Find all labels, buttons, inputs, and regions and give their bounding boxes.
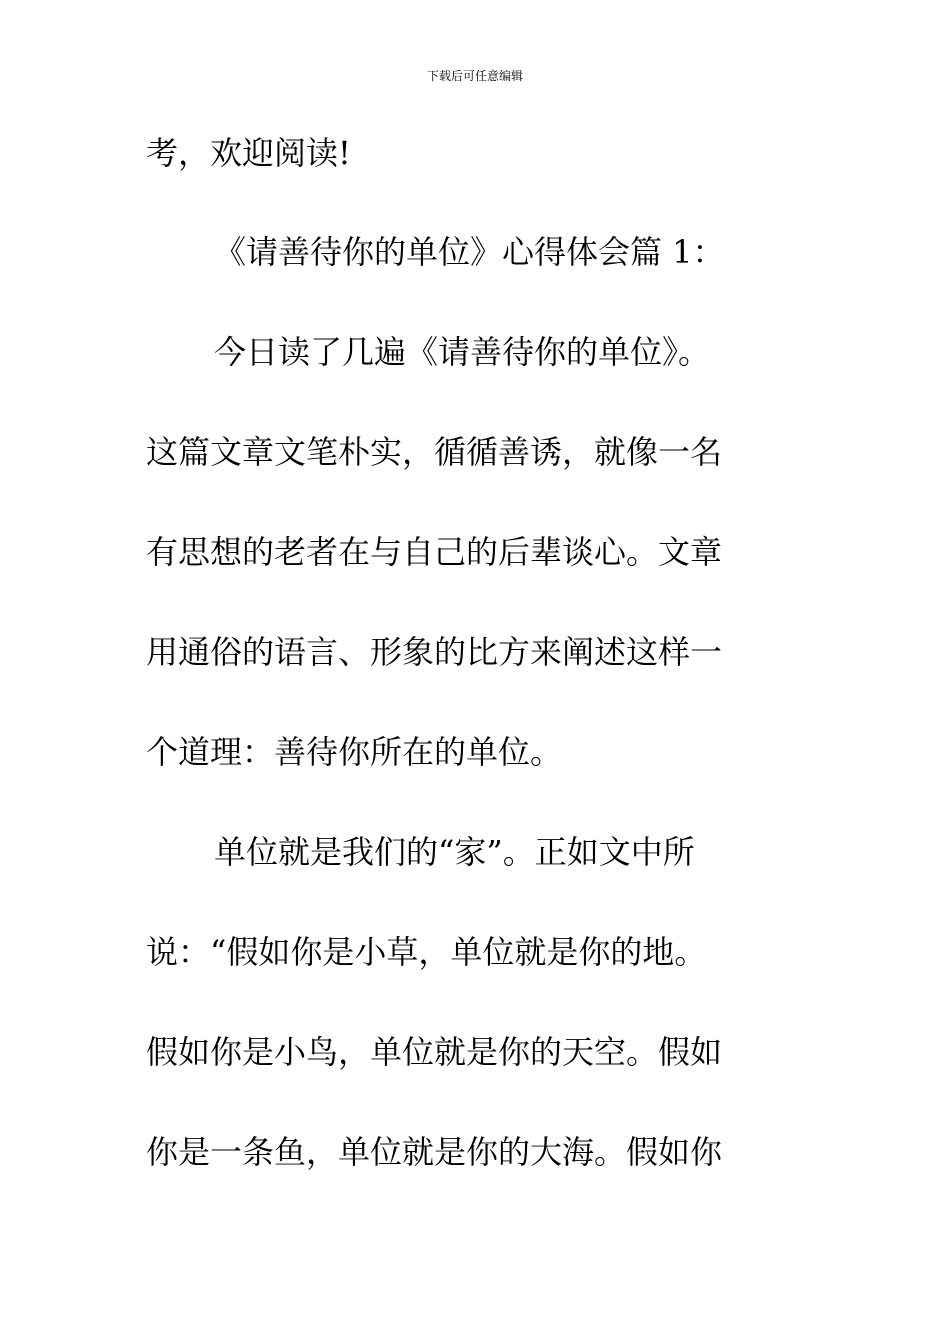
paragraph-1-line-5: 个道理：善待你所在的单位。 bbox=[146, 733, 563, 771]
paragraph-1-line-1: 今日读了几遍《请善待你的单位》。 bbox=[214, 333, 711, 371]
paragraph-2-line-4: 你是一条鱼，单位就是你的大海。假如你 bbox=[146, 1133, 723, 1171]
text-line-1: 考，欢迎阅读! bbox=[146, 134, 351, 172]
paragraph-1-line-3: 有思想的老者在与自己的后辈谈心。文章 bbox=[146, 533, 723, 571]
paragraph-1-line-2: 这篇文章文笔朴实，循循善诱，就像一名 bbox=[146, 433, 723, 471]
section-heading: 《请善待你的单位》心得体会篇 1： bbox=[214, 233, 725, 271]
paragraph-1-line-4: 用通俗的语言、形象的比方来阐述这样一 bbox=[146, 633, 723, 671]
paragraph-2-line-2: 说：“假如你是小草，单位就是你的地。 bbox=[146, 933, 707, 971]
paragraph-2-line-1: 单位就是我们的“家”。正如文中所 bbox=[214, 833, 695, 871]
paragraph-2-line-3: 假如你是小鸟，单位就是你的天空。假如 bbox=[146, 1033, 723, 1071]
page-header: 下载后可任意编辑 bbox=[426, 69, 523, 83]
